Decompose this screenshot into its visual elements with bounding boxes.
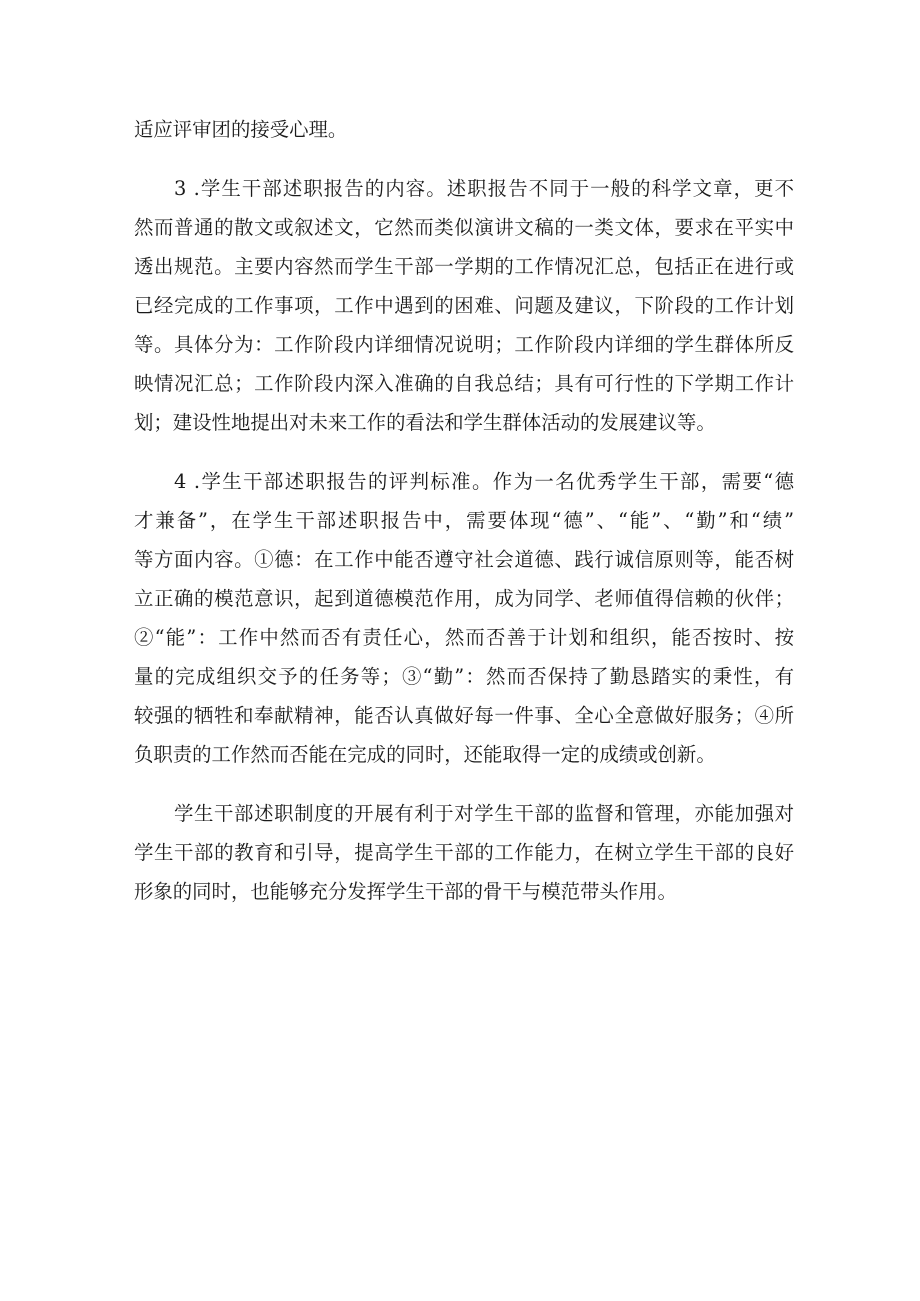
text-line: 形象的同时，也能够充分发挥学生干部的骨干与模范带头作用。 (134, 880, 677, 903)
document-page (134, 110, 794, 911)
text-line: 等方面内容。①德：在工作中能否遵守社会道德、践行诚信原则等，能否树 (134, 548, 794, 571)
text-line: 3 .学生干部述职报告的内容。述职报告不同于一般的科学文章，更不 (174, 177, 794, 200)
text-line: 量的完成组织交予的任务等；③“勤”：然而否保持了勤恳踏实的秉性，有 (134, 665, 794, 688)
text-line: 等。具体分为：工作阶段内详细情况说明；工作阶段内详细的学生群体所反 (134, 333, 794, 356)
paragraph-report-content (134, 169, 794, 442)
text-line: 学生干部的教育和引导，提高学生干部的工作能力，在树立学生干部的良好 (134, 841, 794, 864)
text-line: 映情况汇总；工作阶段内深入准确的自我总结；具有可行性的下学期工作计 (134, 372, 794, 395)
text-line: 适应评审团的接受心理。 (134, 118, 348, 141)
paragraph-continuation (134, 110, 794, 149)
text-line: 较强的牺牲和奉献精神，能否认真做好每一件事、全心全意做好服务；④所 (134, 704, 794, 727)
paragraph-evaluation-criteria (134, 462, 794, 774)
text-line: 4 .学生干部述职报告的评判标准。作为一名优秀学生干部，需要“德 (174, 470, 794, 493)
text-line: 才兼备”，在学生干部述职报告中，需要体现“德”、“能”、“勤”和“绩” (134, 509, 794, 532)
text-line: 已经完成的工作事项，工作中遇到的困难、问题及建议，下阶段的工作计划 (134, 294, 794, 317)
text-line: 学生干部述职制度的开展有利于对学生干部的监督和管理，亦能加强对 (174, 802, 794, 825)
text-line: 划；建设性地提出对未来工作的看法和学生群体活动的发展建议等。 (134, 411, 716, 434)
text-line: ②“能”：工作中然而否有责任心，然而否善于计划和组织，能否按时、按 (134, 626, 794, 649)
text-line: 然而普通的散文或叙述文，它然而类似演讲文稿的一类文体，要求在平实中 (134, 216, 794, 239)
paragraph-conclusion (134, 794, 794, 911)
text-line: 立正确的模范意识，起到道德模范作用，成为同学、老师值得信赖的伙伴； (134, 587, 794, 610)
text-line: 透出规范。主要内容然而学生干部一学期的工作情况汇总，包括正在进行或 (134, 255, 794, 278)
text-line: 负职责的工作然而否能在完成的同时，还能取得一定的成绩或创新。 (134, 743, 716, 766)
